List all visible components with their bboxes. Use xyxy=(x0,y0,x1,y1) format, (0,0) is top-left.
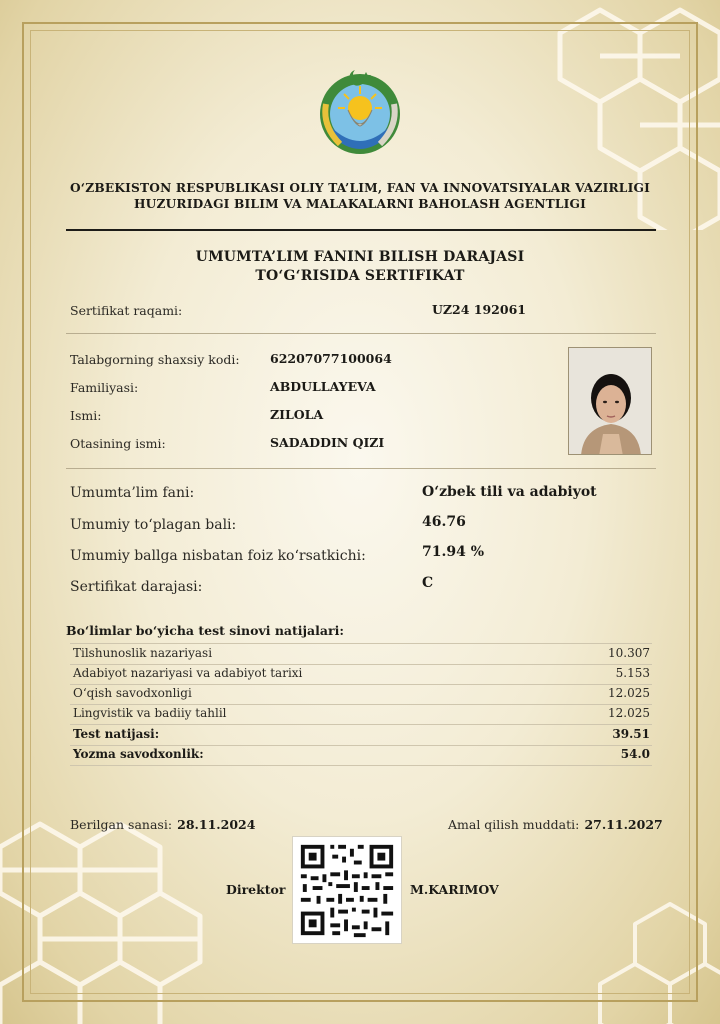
section-results-heading: Bo‘limlar bo‘yicha test sinovi natijalari: xyxy=(66,623,344,638)
row-divider xyxy=(70,765,652,766)
certificate-number-value: UZ24 192061 xyxy=(432,302,526,317)
percent-label: Umumiy ballga nisbatan foiz ko‘rsatkichi: xyxy=(70,548,366,564)
issue-date xyxy=(70,814,255,833)
section-row-label: Lingvistik va badiiy tahlil xyxy=(73,706,227,720)
row-divider xyxy=(70,643,652,644)
test-result-value: 39.51 xyxy=(612,727,650,741)
subject-value: O‘zbek tili va adabiyot xyxy=(422,484,597,500)
certificate-title-line1: UMUMTA’LIM FANINI BILISH DARAJASI xyxy=(195,249,525,265)
percent-value: 71.94 % xyxy=(422,544,485,560)
section-row-value: 10.307 xyxy=(608,646,650,660)
valid-until-label: Amal qilish muddati: xyxy=(448,817,580,832)
state-emblem-icon xyxy=(312,64,408,160)
divider-1 xyxy=(66,333,656,334)
issue-date-value: 28.11.2024 xyxy=(177,817,256,832)
section-row-value: 12.025 xyxy=(608,706,650,720)
section-row-label: Tilshunoslik nazariyasi xyxy=(73,646,213,660)
surname-label: Familiyasi: xyxy=(70,380,139,395)
row-divider xyxy=(70,664,652,665)
section-row-label: O‘qish savodxonligi xyxy=(73,686,192,700)
certificate-number-label: Sertifikat raqami: xyxy=(70,303,183,318)
total-score-label: Umumiy to‘plagan bali: xyxy=(70,517,237,533)
valid-until xyxy=(448,814,663,833)
director-name: M.KARIMOV xyxy=(410,882,499,897)
section-row-value: 5.153 xyxy=(615,666,650,680)
holder-photo xyxy=(568,347,652,455)
level-label: Sertifikat darajasi: xyxy=(70,579,203,595)
patronymic-label: Otasining ismi: xyxy=(70,436,166,451)
section-row-label: Adabiyot nazariyasi va adabiyot tarixi xyxy=(73,666,303,680)
issue-date-label: Berilgan sanasi: xyxy=(70,817,173,832)
valid-until-value: 27.11.2027 xyxy=(584,817,663,832)
section-row-value: 12.025 xyxy=(608,686,650,700)
row-divider xyxy=(70,724,652,725)
row-divider xyxy=(70,704,652,705)
divider-2 xyxy=(66,468,656,469)
qr-code-icon[interactable] xyxy=(292,836,402,944)
test-result-label: Test natijasi: xyxy=(73,727,160,741)
written-literacy-value: 54.0 xyxy=(620,747,650,761)
certificate-title-line2: TO‘G‘RISIDA SERTIFIKAT xyxy=(255,268,465,284)
patronymic-value: SADADDIN QIZI xyxy=(270,435,385,450)
written-literacy-label: Yozma savodxonlik: xyxy=(73,747,204,761)
row-divider xyxy=(70,684,652,685)
level-value: C xyxy=(422,575,434,591)
director-label: Direktor xyxy=(226,882,286,897)
subject-label: Umumta’lim fani: xyxy=(70,485,195,501)
first-name-label: Ismi: xyxy=(70,408,102,423)
surname-value: ABDULLAYEVA xyxy=(270,379,376,394)
personal-id-value: 62207077100064 xyxy=(270,351,392,366)
row-divider xyxy=(70,745,652,746)
header-divider xyxy=(66,229,656,231)
first-name-value: ZILOLA xyxy=(270,407,324,422)
ministry-name-line2: HUZURIDAGI BILIM VA MALAKALARNI BAHOLASH AGENTLIGI xyxy=(133,197,587,211)
personal-id-label: Talabgorning shaxsiy kodi: xyxy=(70,352,240,367)
total-score-value: 46.76 xyxy=(422,514,466,530)
portrait-icon xyxy=(569,348,652,455)
ministry-name-line1: O‘ZBEKISTON RESPUBLIKASI OLIY TA’LIM, FAN VA INNOVATSIYALAR VAZIRLIGI xyxy=(69,181,650,195)
